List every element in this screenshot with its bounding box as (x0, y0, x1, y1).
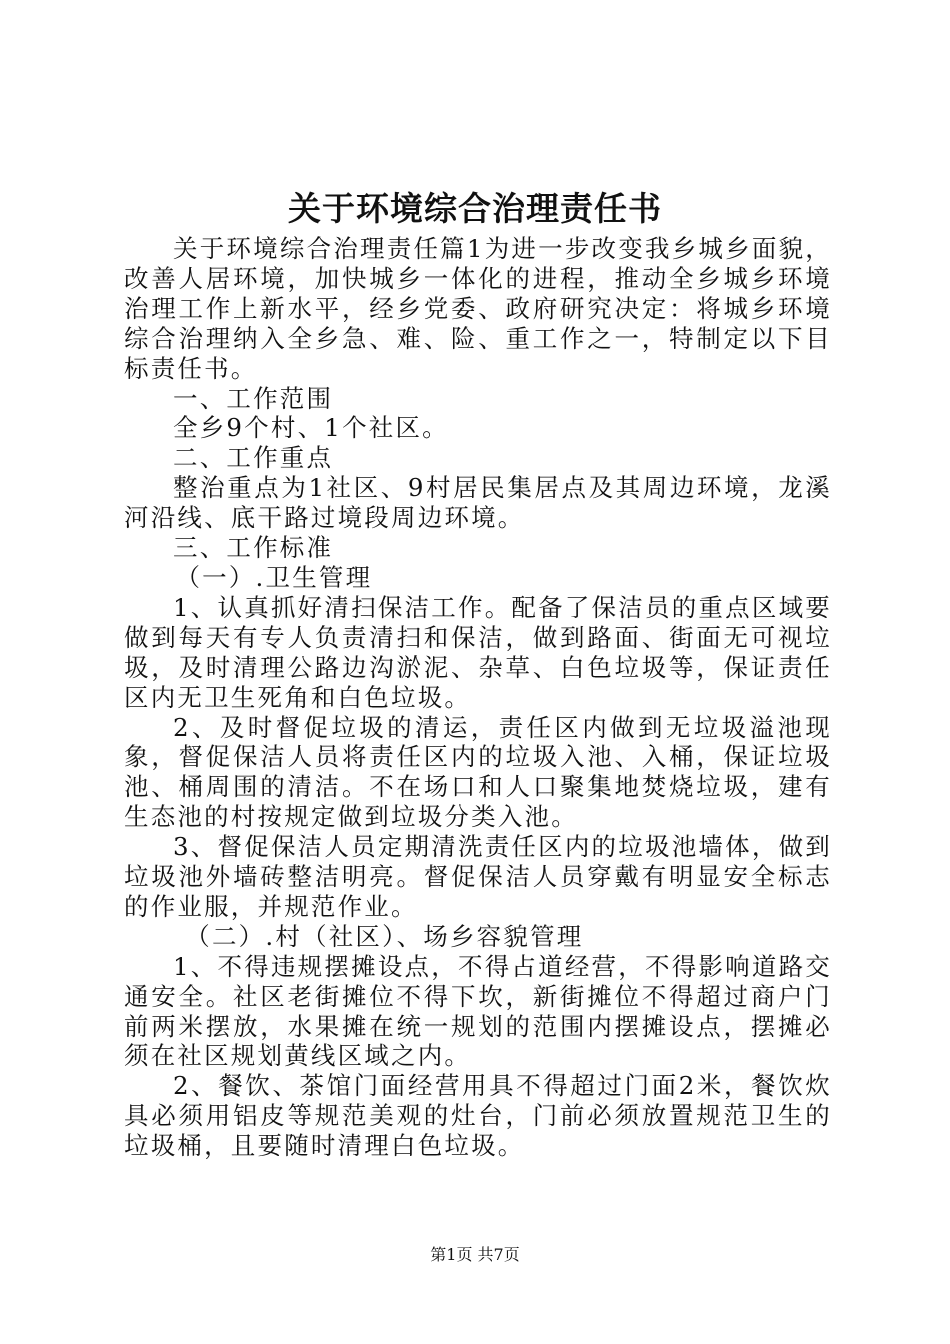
document-body (124, 234, 832, 1161)
scope-paragraph: 全乡9个村、1个社区。 (173, 413, 449, 443)
focus-paragraph: 整治重点为1社区、9村居民集居点及其周边环境，龙溪河沿线、底干路过境段周边环境。 (124, 473, 832, 533)
sanitation-item-1: 1、认真抓好清扫保洁工作。配备了保洁员的重点区域要做到每天有专人负责清扫和保洁，做到路面、街面无可视垃圾，及时清理公路边沟淤泥、杂草、白色垃圾等，保证责任区内无卫生死角和白色垃圾。 (124, 592, 832, 712)
document-title: 关于环境综合治理责任书 (288, 189, 662, 228)
appearance-item-2: 2、餐饮、茶馆门面经营用具不得超过门面2米，餐饮炊具必须用铝皮等规范美观的灶台，门前必须放置规范卫生的垃圾桶，且要随时清理白色垃圾。 (124, 1071, 832, 1161)
section-heading-focus: 二、工作重点 (173, 443, 334, 473)
sanitation-item-2: 2、及时督促垃圾的清运，责任区内做到无垃圾溢池现象，督促保洁人员将责任区内的垃圾入池、入桶，保证垃圾池、桶周围的清洁。不在场口和人口聚集地焚烧垃圾，建有生态池的村按规定做到垃圾分类入池。 (124, 712, 832, 832)
subheading-appearance: （二）.村（社区）、场乡容貌管理 (185, 921, 584, 951)
section-heading-standards: 三、工作标准 (173, 533, 334, 563)
section-heading-scope: 一、工作范围 (173, 383, 334, 413)
sanitation-item-3: 3、督促保洁人员定期清洗责任区内的垃圾池墙体，做到垃圾池外墙砖整洁明亮。督促保洁人员穿戴有明显安全标志的作业服，并规范作业。 (124, 832, 832, 921)
page-footer: 第1页 共7页 (430, 1245, 520, 1264)
subheading-sanitation: （一）.卫生管理 (175, 562, 373, 592)
intro-paragraph: 关于环境综合治理责任篇1为进一步改变我乡城乡面貌，改善人居环境，加快城乡一体化的进程，推动全乡城乡环境治理工作上新水平，经乡党委、政府研究决定：将城乡环境综合治理纳入全乡急、难、险、重工作之一，特制定以下目标责任书。 (124, 234, 832, 383)
appearance-item-1: 1、不得违规摆摊设点，不得占道经营，不得影响道路交通安全。社区老街摊位不得下坎，新街摊位不得超过商户门前两米摆放，水果摊在统一规划的范围内摆摊设点，摆摊必须在社区规划黄线区域之内。 (124, 951, 832, 1071)
